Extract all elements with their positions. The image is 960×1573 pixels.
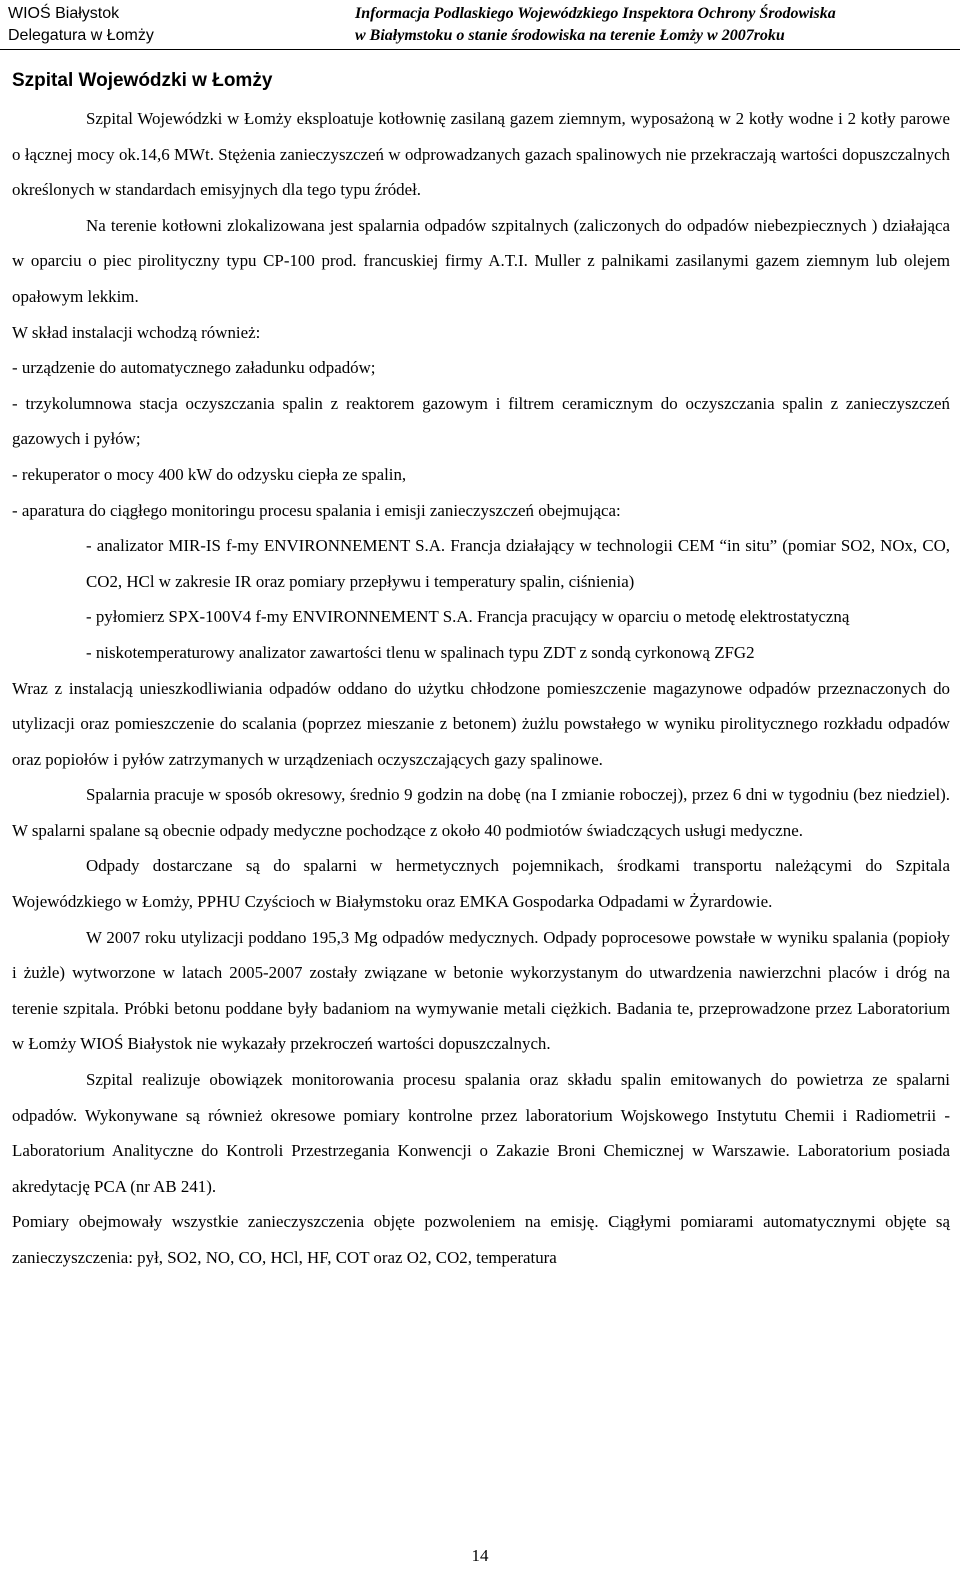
header-right — [355, 3, 836, 47]
paragraph-storage: Wraz z instalacją unieszkodliwiania odpadów oddano do użytku chłodzone pomieszczenie magazynowe odpadów przeznaczonych do utylizacji oraz pomieszczenie do scalania (poprzez mieszanie z betonem) żużlu powstałego w wyniku pirolitycznego rozkładu odpadów oraz popiołów i pyłów zatrzymanych w urządzeniach oczyszczających gazy spalinowe. — [12, 678, 950, 769]
page-header — [0, 0, 960, 50]
subitem-oxygen-analyzer: - niskotemperaturowy analizator zawartości tlenu w spalinach typu ZDT z sondą cyrkonową ZFG2 — [86, 642, 755, 662]
header-title-line1: Informacja Podlaskiego Wojewódzkiego Inspektora Ochrony Środowiska — [355, 5, 836, 22]
paragraph-2007-utilization: W 2007 roku utylizacji poddano 195,3 Mg odpadów medycznych. Odpady poprocesowe powstałe w wyniku spalania (popioły i żużle) wytworzone w latach 2005-2007 zostały związane w betonie wykorzystanym do utwardzenia nawierzchni placów i dróg na terenie szpitala. Próbki betonu poddane były badaniom na wymywanie metali ciężkich. Badania te, przeprowadzone przez Laboratorium w Łomży WIOŚ Białystok nie wykazały przekroczeń wartości dopuszczalnych. — [12, 927, 950, 1054]
paragraph-installation-intro: W skład instalacji wchodzą również: — [12, 322, 261, 342]
paragraph-operation: Spalarnia pracuje w sposób okresowy, średnio 9 godzin na dobę (na I zmianie roboczej), przez 6 dni w tygodniu (bez niedziel). W spalarni spalane są obecnie odpady medyczne pochodzące z około 40 podmiotów świadczących usługi medyczne. — [12, 785, 950, 840]
paragraph-boiler-room: Szpital Wojewódzki w Łomży eksploatuje kotłownię zasilaną gazem ziemnym, wyposażoną w 2 kotły wodne i 2 kotły parowe o łącznej mocy ok.14,6 MWt. Stężenia zanieczyszczeń w odprowadzanych gazach spalinowych nie przekraczają wartości dopuszczalnych określonych w standardach emisyjnych dla tego typu źródeł. — [12, 109, 950, 200]
subitem-dust-meter: - pyłomierz SPX-100V4 f-my ENVIRONNEMENT S.A. Francja pracujący w oparciu o metodę elektrostatyczną — [86, 607, 850, 627]
paragraph-monitoring-obligation: Szpital realizuje obowiązek monitorowania procesu spalania oraz składu spalin emitowanych do powietrza ze spalarni odpadów. Wykonywane są również okresowe pomiary kontrolne przez laboratorium Wojskowego Instytutu Chemii i Radiometrii - Laboratorium Analityczne do Kontroli Przestrzegania Konwencji o Zakazie Broni Chemicznej w Warszawie. Laboratorium posiada akredytację PCA (nr AB 241). — [12, 1070, 950, 1196]
header-branch: Delegatura w Łomży — [8, 27, 154, 44]
document-body — [12, 101, 950, 1276]
header-left — [8, 3, 154, 47]
header-org: WIOŚ Białystok — [8, 5, 120, 22]
list-item-recuperator: - rekuperator o mocy 400 kW do odzysku ciepła ze spalin, — [12, 464, 407, 484]
list-item-loader: - urządzenie do automatycznego załadunku odpadów; — [12, 358, 376, 378]
list-item-monitoring: - aparatura do ciągłego monitoringu procesu spalania i emisji zanieczyszczeń obejmująca: — [12, 500, 621, 520]
paragraph-measurements: Pomiary obejmowały wszystkie zanieczyszczenia objęte pozwoleniem na emisję. Ciągłymi pomiarami automatycznymi objęte są zanieczyszczenia: pył, SO2, NO, CO, HCl, HF, COT oraz O2, CO2, temperatura — [12, 1212, 950, 1267]
list-item-cleaning-station: - trzykolumnowa stacja oczyszczania spalin z reaktorem gazowym i filtrem ceramicznym do oczyszczania spalin z zanieczyszczeń gazowych i pyłów; — [12, 393, 950, 449]
section-title: Szpital Wojewódzki w Łomży — [12, 70, 273, 91]
header-title-line2: w Białymstoku o stanie środowiska na terenie Łomży w 2007roku — [355, 27, 785, 44]
paragraph-incinerator: Na terenie kotłowni zlokalizowana jest spalarnia odpadów szpitalnych (zaliczonych do odpadów niebezpiecznych ) działająca w oparciu o piec pirolityczny typu CP-100 prod. francuskiej firmy A.T.I. Muller z palnikami zasilanymi gazem ziemnym lub olejem opałowym lekkim. — [12, 215, 950, 306]
page-number: 14 — [471, 1546, 489, 1565]
paragraph-delivery: Odpady dostarczane są do spalarni w hermetycznych pojemnikach, środkami transportu należącymi do Szpitala Wojewódzkiego w Łomży, PPHU Czyścioch w Białymstoku oraz EMKA Gospodarka Odpadami w Żyrardowie. — [12, 856, 950, 912]
subitem-analyzer: - analizator MIR-IS f-my ENVIRONNEMENT S.A. Francja działający w technologii CEM “in situ” (pomiar SO2, NOx, CO, CO2, HCl w zakresie IR oraz pomiary przepływu i temperatury spalin, ciśnienia) — [86, 536, 950, 591]
